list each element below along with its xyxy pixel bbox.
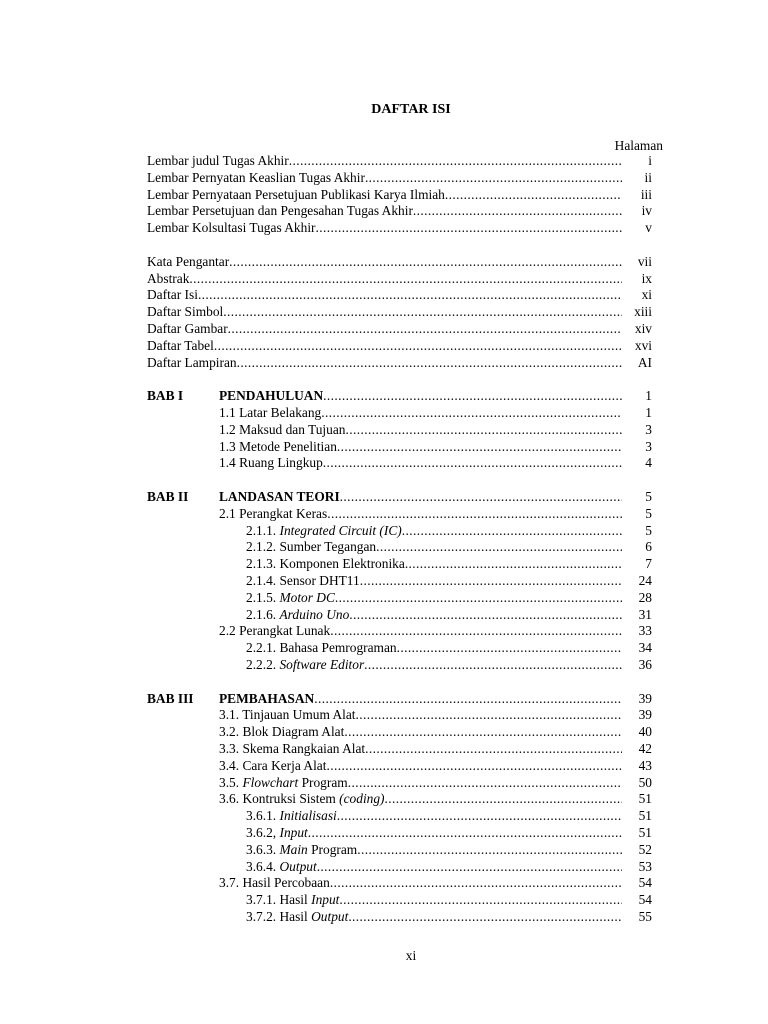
toc-section-entry[interactable]: [219, 723, 652, 740]
dot-leader: [229, 253, 622, 270]
dot-leader: [228, 320, 622, 337]
toc-entry-title: 3.6.1. Initialisasi: [246, 808, 337, 824]
chapter-label: BAB II: [147, 489, 189, 504]
toc-entry-title: 2.1.6. Arduino Uno: [246, 606, 350, 622]
toc-list-entry[interactable]: [147, 303, 652, 320]
toc-entry-title: 2.1.2. Sumber Tegangan: [246, 539, 377, 555]
toc-front-matter-entry[interactable]: [147, 219, 652, 236]
toc-section-entry[interactable]: [219, 740, 652, 757]
toc-entry-title: Lembar judul Tugas Akhir: [147, 153, 289, 168]
toc-entry-title: 2.1.4. Sensor DHT11: [246, 573, 360, 588]
dot-leader: [198, 286, 622, 303]
toc-section-entry[interactable]: [219, 421, 652, 438]
dot-leader: [413, 202, 622, 219]
dot-leader: [445, 186, 622, 203]
toc-entry-page: 5: [645, 489, 652, 504]
toc-entry-title: 2.1.1. Integrated Circuit (IC): [246, 522, 402, 538]
toc-entry-title: 3.6. Kontruksi Sistem (coding): [219, 791, 385, 807]
toc-entry-page: 34: [638, 640, 652, 656]
dot-leader: [376, 538, 622, 555]
toc-front-matter-entry[interactable]: [147, 169, 652, 186]
dot-leader: [316, 219, 623, 236]
toc-subsection-entry[interactable]: [246, 824, 652, 841]
toc-entry-page: iii: [640, 186, 652, 202]
dot-leader: [340, 488, 622, 505]
toc-entry-title: Daftar Simbol: [147, 304, 224, 320]
toc-chapter-heading[interactable]: [219, 387, 652, 404]
toc-entry-page: 6: [645, 539, 652, 555]
toc-entry-page: 3: [645, 421, 652, 437]
toc-subsection-entry[interactable]: [246, 841, 652, 858]
dot-leader: [337, 807, 622, 824]
dot-leader: [214, 337, 622, 354]
toc-entry-page: AI: [637, 354, 652, 370]
toc-entry-page: 31: [638, 606, 652, 622]
toc-entry-title: Lembar Persetujuan dan Pengesahan Tugas Akhir: [147, 203, 413, 219]
dot-leader: [323, 387, 622, 404]
toc-entry-title: 3.4. Cara Kerja Alat: [219, 757, 327, 773]
chapter-label: BAB III: [147, 690, 194, 706]
dot-leader: [330, 874, 622, 891]
toc-entry-page: 53: [638, 858, 652, 874]
toc-entry-title: 1.1 Latar Belakang: [219, 405, 322, 420]
dot-leader: [317, 858, 622, 875]
toc-list-entry[interactable]: [147, 270, 652, 287]
dot-leader: [356, 706, 622, 723]
toc-front-matter-entry[interactable]: [147, 186, 652, 203]
toc-entry-page: 24: [638, 573, 652, 588]
page-number-footer: xi: [405, 948, 417, 963]
toc-section-entry[interactable]: [219, 505, 652, 522]
toc-entry-page: vii: [637, 253, 652, 269]
toc-entry-title: Abstrak: [147, 270, 190, 286]
toc-entry-title: 1.4 Ruang Lingkup: [219, 455, 323, 471]
toc-entry-title: 2.2.2. Software Editor: [246, 657, 365, 672]
toc-list-entry[interactable]: [147, 253, 652, 270]
toc-entry-page: 28: [638, 589, 652, 605]
toc-entry-page: 39: [638, 707, 652, 723]
toc-entry-title: PEMBAHASAN: [219, 690, 315, 706]
toc-entry-title: 2.1 Perangkat Keras: [219, 505, 328, 521]
toc-section-entry[interactable]: [219, 454, 652, 471]
toc-entry-title: 3.6.4. Output: [246, 858, 317, 874]
toc-subsection-entry[interactable]: [246, 891, 652, 908]
toc-entry-page: 1: [645, 405, 652, 420]
dot-leader: [365, 740, 622, 757]
dot-leader: [321, 404, 622, 421]
toc-subsection-entry[interactable]: [246, 656, 652, 673]
toc-entry-page: v: [645, 220, 652, 236]
toc-entry-title: 2.1.3. Komponen Elektronika: [246, 556, 405, 572]
toc-subsection-entry[interactable]: [246, 522, 652, 539]
dot-leader: [326, 757, 622, 774]
dot-leader: [385, 790, 622, 807]
toc-entry-title: 1.2 Maksud dan Tujuan: [219, 421, 346, 437]
toc-entry-page: 7: [645, 556, 652, 572]
dot-leader: [360, 572, 622, 589]
toc-section-entry[interactable]: [219, 874, 652, 891]
toc-entry-page: 54: [638, 875, 652, 891]
toc-subsection-entry[interactable]: [246, 858, 652, 875]
dot-leader: [289, 152, 622, 169]
toc-section-entry[interactable]: [219, 404, 652, 421]
toc-section-entry[interactable]: [219, 774, 652, 791]
toc-entry-page: 5: [645, 505, 652, 521]
toc-entry-title: 2.2.1. Bahasa Pemrograman: [246, 640, 397, 656]
toc-entry-title: 3.7. Hasil Percobaan: [219, 875, 330, 891]
toc-front-matter-entry[interactable]: [147, 202, 652, 219]
toc-entry-page: 3: [645, 438, 652, 454]
toc-entry-page: ix: [641, 270, 652, 286]
toc-entry-page: 36: [638, 657, 652, 672]
dot-leader: [348, 908, 622, 925]
toc-entry-title: Kata Pengantar: [147, 253, 230, 269]
toc-entry-title: Daftar Lampiran: [147, 354, 237, 370]
toc-entry-title: 3.5. Flowchart Program: [219, 774, 348, 790]
toc-entry-title: Lembar Pernyatan Keaslian Tugas Akhir: [147, 169, 365, 185]
toc-entry-title: 3.1. Tinjauan Umum Alat: [219, 707, 356, 723]
toc-entry-title: 3.2. Blok Diagram Alat: [219, 724, 345, 740]
toc-entry-title: Lembar Pernyataan Persetujuan Publikasi Karya Ilmiah: [147, 186, 445, 202]
dot-leader: [397, 639, 622, 656]
dot-leader: [189, 270, 622, 287]
toc-entry-page: xvi: [634, 337, 652, 353]
toc-list-entry[interactable]: [147, 286, 652, 303]
dot-leader: [335, 589, 622, 606]
toc-chapter-heading[interactable]: [219, 690, 652, 707]
chapter-label: BAB I: [147, 388, 184, 404]
toc-subsection-entry[interactable]: [246, 589, 652, 606]
toc-entry-page: 33: [638, 623, 652, 639]
page-column-label: Halaman: [614, 138, 663, 153]
dot-leader: [323, 454, 622, 471]
toc-entry-title: 2.2 Perangkat Lunak: [219, 623, 331, 639]
toc-entry-title: 2.1.5. Motor DC: [246, 589, 335, 605]
toc-entry-page: i: [648, 153, 652, 168]
toc-entry-page: 5: [645, 522, 652, 538]
toc-subsection-entry[interactable]: [246, 555, 652, 572]
toc-entry-title: 3.7.1. Hasil Input: [246, 892, 340, 908]
toc-entry-page: 40: [638, 724, 652, 740]
dot-leader: [348, 774, 622, 791]
toc-entry-title: LANDASAN TEORI: [219, 489, 340, 504]
toc-section-entry[interactable]: [219, 622, 652, 639]
dot-leader: [346, 421, 623, 438]
toc-entry-title: 3.6.3. Main Program: [246, 841, 358, 857]
dot-leader: [364, 656, 622, 673]
toc-entry-page: 51: [638, 808, 652, 824]
toc-entry-title: Daftar Gambar: [147, 321, 228, 336]
toc-chapter-heading[interactable]: [219, 488, 652, 505]
toc-section-entry[interactable]: [219, 790, 652, 807]
dot-leader: [223, 303, 622, 320]
toc-entry-title: 1.3 Metode Penelitian: [219, 438, 337, 454]
toc-entry-page: 43: [638, 757, 652, 773]
toc-entry-page: 55: [638, 909, 652, 924]
dot-leader: [344, 723, 622, 740]
toc-entry-page: iv: [641, 203, 652, 219]
toc-entry-title: Daftar Isi: [147, 287, 198, 303]
dot-leader: [365, 169, 622, 186]
dot-leader: [339, 891, 622, 908]
dot-leader: [330, 622, 622, 639]
toc-entry-page: 42: [638, 741, 652, 756]
toc-entry-page: 4: [645, 455, 652, 471]
toc-entry-page: 50: [638, 774, 652, 790]
dot-leader: [349, 606, 622, 623]
toc-entry-page: 39: [638, 690, 652, 706]
dot-leader: [405, 555, 622, 572]
toc-section-entry[interactable]: [219, 438, 652, 455]
page-title: DAFTAR ISI: [371, 102, 451, 117]
dot-leader: [327, 505, 622, 522]
toc-entry-title: Lembar Kolsultasi Tugas Akhir: [147, 220, 316, 236]
toc-list-entry[interactable]: [147, 320, 652, 337]
toc-subsection-entry[interactable]: [246, 572, 652, 589]
toc-front-matter-entry[interactable]: [147, 152, 652, 169]
toc-list-entry[interactable]: [147, 354, 652, 371]
dot-leader: [237, 354, 622, 371]
toc-entry-page: xiv: [634, 321, 652, 336]
dot-leader: [357, 841, 622, 858]
dot-leader: [314, 690, 622, 707]
toc-entry-title: 3.3. Skema Rangkaian Alat: [219, 741, 366, 756]
toc-entry-page: 52: [638, 841, 652, 857]
toc-entry-title: Daftar Tabel: [147, 337, 214, 353]
toc-subsection-entry[interactable]: [246, 639, 652, 656]
toc-subsection-entry[interactable]: [246, 908, 652, 925]
toc-entry-title: 3.6.2, Input: [246, 825, 308, 840]
toc-entry-page: 51: [638, 791, 652, 807]
dot-leader: [308, 824, 622, 841]
toc-entry-page: 1: [645, 388, 652, 404]
dot-leader: [337, 438, 622, 455]
toc-entry-page: xiii: [634, 304, 652, 320]
toc-entry-title: PENDAHULUAN: [219, 388, 324, 404]
toc-entry-page: 51: [638, 825, 652, 840]
toc-entry-page: ii: [644, 169, 652, 185]
toc-list-entry[interactable]: [147, 337, 652, 354]
toc-entry-title: 3.7.2. Hasil Output: [246, 909, 349, 924]
toc-entry-page: 54: [638, 892, 652, 908]
toc-subsection-entry[interactable]: [246, 538, 652, 555]
toc-subsection-entry[interactable]: [246, 606, 652, 623]
toc-section-entry[interactable]: [219, 757, 652, 774]
dot-leader: [402, 522, 622, 539]
toc-section-entry[interactable]: [219, 706, 652, 723]
toc-subsection-entry[interactable]: [246, 807, 652, 824]
toc-entry-page: xi: [641, 287, 652, 303]
